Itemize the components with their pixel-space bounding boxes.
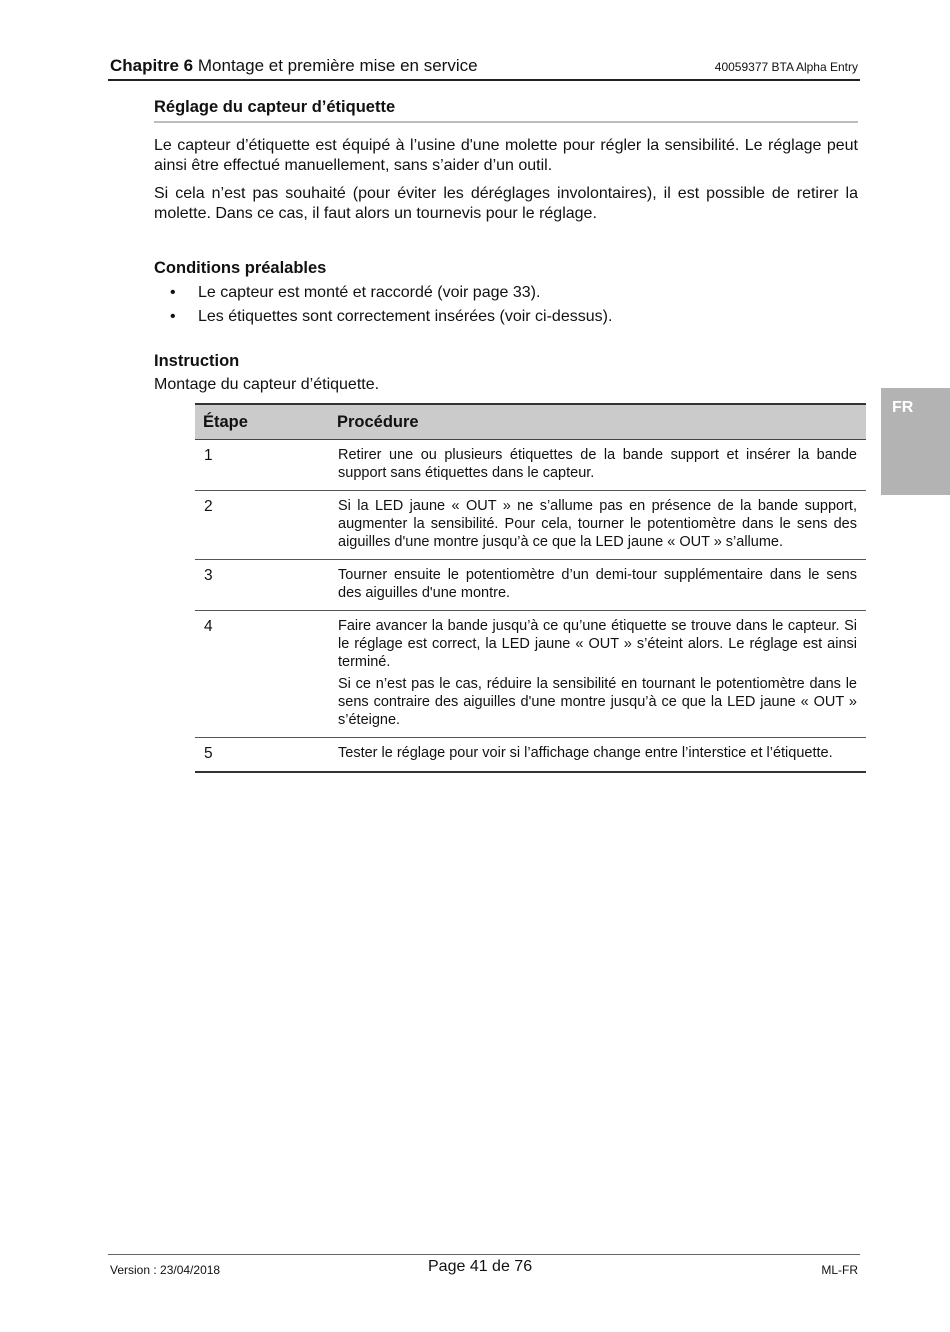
bullet-icon: • — [170, 284, 176, 301]
list-item — [154, 283, 858, 303]
page-content — [154, 98, 858, 395]
list-item — [154, 307, 858, 327]
conditions-list — [154, 283, 858, 327]
step-procedure — [328, 738, 866, 773]
language-tab-label: FR — [892, 399, 914, 416]
language-tab — [881, 388, 950, 495]
procedure-text: Tester le réglage pour voir si l’affichage change entre l’interstice et l’étiquette. — [338, 745, 833, 761]
step-number: 5 — [204, 745, 213, 762]
table-row — [195, 738, 866, 773]
page-header — [108, 55, 860, 81]
procedure-table — [195, 403, 866, 773]
condition-text: Les étiquettes sont correctement insérées (voir ci-dessus). — [198, 308, 613, 325]
section-title: Réglage du capteur d’étiquette — [154, 98, 858, 123]
page-footer — [108, 1254, 860, 1285]
instruction-intro: Montage du capteur d’étiquette. — [154, 376, 380, 393]
version-date: Version : 23/04/2018 — [110, 1263, 221, 1277]
column-header-step: Étape — [195, 404, 328, 440]
step-procedure — [328, 611, 866, 738]
conditions-title: Conditions préalables — [154, 259, 327, 277]
step-number: 4 — [195, 611, 328, 738]
intro-paragraph-1: Le capteur d’étiquette est équipé à l’usine d'une molette pour régler la sensibilité. Le réglage peut ainsi être effectué manuellement, sans s’aider d’un outil. — [154, 137, 858, 174]
procedure-text: Retirer une ou plusieurs étiquettes de la bande support et insérer la bande support sans étiquettes dans le capteur. — [338, 447, 857, 481]
procedure-text: Tourner ensuite le potentiomètre d’un demi-tour supplémentaire dans le sens des aiguilles d'une montre. — [338, 567, 857, 601]
step-procedure — [328, 560, 866, 611]
step-procedure — [328, 440, 866, 491]
procedure-text: Si la LED jaune « OUT » ne s’allume pas en présence de la bande support, augmenter la sensibilité. Pour cela, tourner le potentiomètre dans le sens des aiguilles d'une montre jusqu’à ce que la LED jaune « OUT » s’allume. — [338, 498, 857, 550]
step-number: 3 — [195, 560, 328, 611]
table-row — [195, 560, 866, 611]
step-procedure — [328, 491, 866, 560]
chapter-title: Montage et première mise en service — [197, 56, 478, 75]
language-code: ML-FR — [821, 1263, 858, 1277]
step-number: 2 — [195, 491, 328, 560]
step-number: 1 — [195, 440, 328, 491]
procedure-text: Si ce n’est pas le cas, réduire la sensibilité en tournant le potentiomètre dans le sens contraire des aiguilles d'une montre jusqu’à ce que la LED jaune « OUT » s’éteigne. — [338, 676, 857, 728]
table-header-row — [195, 404, 866, 440]
chapter-heading — [110, 56, 478, 76]
table-row — [195, 611, 866, 738]
intro-paragraph-2: Si cela n’est pas souhaité (pour éviter les déréglages involontaires), il est possible de retirer la molette. Dans ce cas, il faut alors un tournevis pour le réglage. — [154, 185, 858, 222]
chapter-number: Chapitre 6 — [110, 56, 194, 75]
table-row — [195, 440, 866, 491]
condition-text: Le capteur est monté et raccordé (voir page 33). — [198, 284, 541, 301]
procedure-text: Faire avancer la bande jusqu’à ce qu’une étiquette se trouve dans le capteur. Si le réglage est correct, la LED jaune « OUT » s’éteint alors. Le réglage est ainsi terminé. — [338, 618, 857, 670]
column-header-procedure: Procédure — [328, 404, 866, 440]
document-reference: 40059377 BTA Alpha Entry — [714, 60, 858, 74]
bullet-icon: • — [170, 308, 176, 325]
instruction-title: Instruction — [154, 352, 240, 370]
table-row — [195, 491, 866, 560]
page-number: Page 41 de 76 — [428, 1258, 533, 1275]
